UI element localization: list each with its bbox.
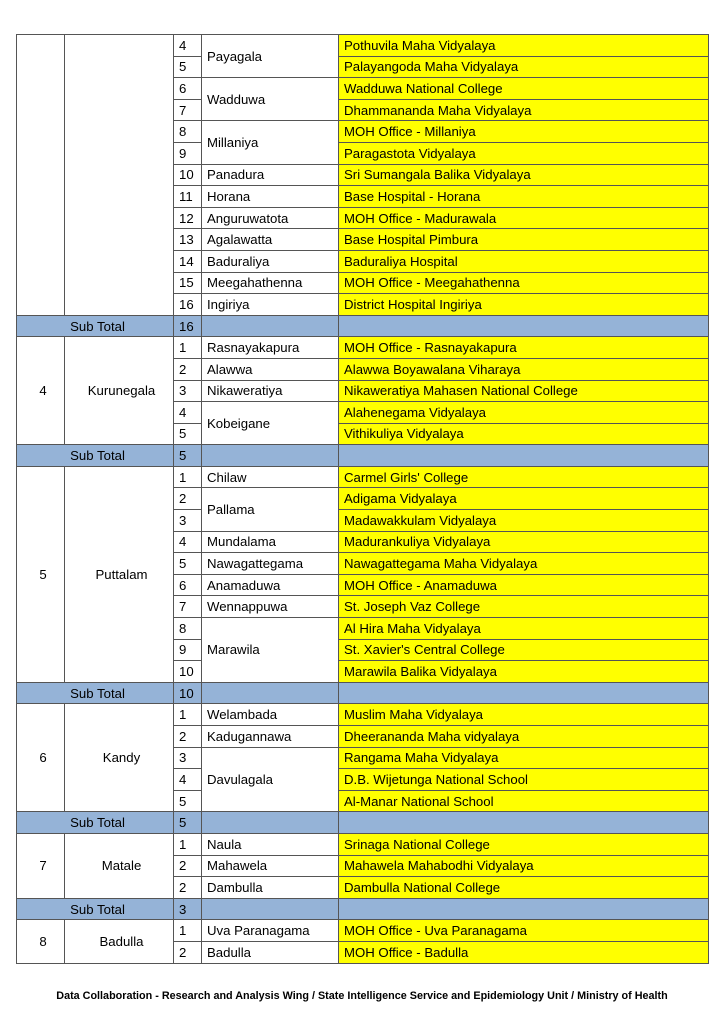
district-cell: Badulla (65, 920, 174, 963)
subtotal-empty (339, 812, 709, 834)
table-row (17, 466, 709, 488)
row-number: 5 (174, 553, 202, 575)
page-footer: Data Collaboration - Research and Analysis Wing / State Intelligence Service and Epidemiology Unit / Ministry of Health (56, 990, 668, 1002)
subtotal-label: Sub Total (17, 898, 174, 920)
district-cell: Matale (65, 833, 174, 898)
subtotal-value: 16 (174, 315, 202, 337)
row-number: 6 (174, 574, 202, 596)
subtotal-row (17, 812, 709, 834)
site-cell: Al Hira Maha Vidyalaya (339, 618, 709, 640)
table-row (17, 833, 709, 855)
moh-area-cell: Nikaweratiya (202, 380, 339, 402)
row-number: 3 (174, 380, 202, 402)
moh-area-cell: Wennappuwa (202, 596, 339, 618)
moh-area-cell: Marawila (202, 618, 339, 683)
subtotal-empty (339, 315, 709, 337)
site-cell: Wadduwa National College (339, 78, 709, 100)
subtotal-value: 5 (174, 812, 202, 834)
site-cell: Madurankuliya Vidyalaya (339, 531, 709, 553)
subtotal-label: Sub Total (17, 315, 174, 337)
moh-area-cell: Baduraliya (202, 250, 339, 272)
row-number: 7 (174, 596, 202, 618)
moh-area-cell: Rasnayakapura (202, 337, 339, 359)
row-number: 5 (174, 56, 202, 78)
district-cell (65, 35, 174, 316)
moh-area-cell: Chilaw (202, 466, 339, 488)
serial-cell: 4 (17, 337, 65, 445)
subtotal-empty (202, 445, 339, 467)
moh-area-cell: Pallama (202, 488, 339, 531)
site-cell: MOH Office - Millaniya (339, 121, 709, 143)
row-number: 7 (174, 99, 202, 121)
site-cell: Paragastota Vidyalaya (339, 142, 709, 164)
row-number: 8 (174, 121, 202, 143)
site-cell: Dhammananda Maha Vidyalaya (339, 99, 709, 121)
site-cell: Al-Manar National School (339, 790, 709, 812)
row-number: 14 (174, 250, 202, 272)
district-cell: Kurunegala (65, 337, 174, 445)
row-number: 5 (174, 423, 202, 445)
moh-area-cell: Naula (202, 833, 339, 855)
moh-area-cell: Alawwa (202, 358, 339, 380)
subtotal-empty (202, 898, 339, 920)
site-cell: Dambulla National College (339, 877, 709, 899)
moh-area-cell: Welambada (202, 704, 339, 726)
moh-area-cell: Payagala (202, 35, 339, 78)
serial-cell (17, 35, 65, 316)
subtotal-label: Sub Total (17, 445, 174, 467)
district-cell: Puttalam (65, 466, 174, 682)
site-cell: Sri Sumangala Balika Vidyalaya (339, 164, 709, 186)
site-cell: Nikaweratiya Mahasen National College (339, 380, 709, 402)
site-cell: MOH Office - Madurawala (339, 207, 709, 229)
row-number: 2 (174, 941, 202, 963)
row-number: 4 (174, 402, 202, 424)
row-number: 1 (174, 920, 202, 942)
site-cell: MOH Office - Anamaduwa (339, 574, 709, 596)
row-number: 12 (174, 207, 202, 229)
moh-area-cell: Davulagala (202, 747, 339, 812)
row-number: 4 (174, 531, 202, 553)
site-cell: Rangama Maha Vidyalaya (339, 747, 709, 769)
row-number: 15 (174, 272, 202, 294)
site-cell: Base Hospital - Horana (339, 186, 709, 208)
site-cell: Base Hospital Pimbura (339, 229, 709, 251)
row-number: 1 (174, 704, 202, 726)
moh-area-cell: Nawagattegama (202, 553, 339, 575)
moh-area-cell: Uva Paranagama (202, 920, 339, 942)
site-cell: District Hospital Ingiriya (339, 294, 709, 316)
moh-area-cell: Dambulla (202, 877, 339, 899)
site-cell: Muslim Maha Vidyalaya (339, 704, 709, 726)
site-cell: Carmel Girls' College (339, 466, 709, 488)
site-cell: Marawila Balika Vidyalaya (339, 661, 709, 683)
site-cell: Baduraliya Hospital (339, 250, 709, 272)
row-number: 16 (174, 294, 202, 316)
site-cell: MOH Office - Rasnayakapura (339, 337, 709, 359)
moh-area-cell: Horana (202, 186, 339, 208)
row-number: 9 (174, 639, 202, 661)
serial-cell: 7 (17, 833, 65, 898)
subtotal-value: 5 (174, 445, 202, 467)
row-number: 1 (174, 337, 202, 359)
site-cell: Mahawela Mahabodhi Vidyalaya (339, 855, 709, 877)
site-cell: Adigama Vidyalaya (339, 488, 709, 510)
row-number: 10 (174, 661, 202, 683)
table-row (17, 337, 709, 359)
row-number: 2 (174, 358, 202, 380)
table-row (17, 35, 709, 57)
site-cell: Nawagattegama Maha Vidyalaya (339, 553, 709, 575)
serial-cell: 8 (17, 920, 65, 963)
site-cell: Vithikuliya Vidyalaya (339, 423, 709, 445)
row-number: 13 (174, 229, 202, 251)
subtotal-label: Sub Total (17, 812, 174, 834)
moh-area-cell: Mahawela (202, 855, 339, 877)
table-row (17, 920, 709, 942)
row-number: 2 (174, 877, 202, 899)
row-number: 11 (174, 186, 202, 208)
serial-cell: 5 (17, 466, 65, 682)
site-cell: St. Joseph Vaz College (339, 596, 709, 618)
moh-area-cell: Mundalama (202, 531, 339, 553)
district-cell: Kandy (65, 704, 174, 812)
row-number: 3 (174, 510, 202, 532)
row-number: 1 (174, 833, 202, 855)
moh-area-cell: Millaniya (202, 121, 339, 164)
site-cell: MOH Office - Badulla (339, 941, 709, 963)
locations-table (16, 34, 709, 964)
subtotal-row (17, 445, 709, 467)
subtotal-label: Sub Total (17, 682, 174, 704)
site-cell: St. Xavier's Central College (339, 639, 709, 661)
subtotal-value: 10 (174, 682, 202, 704)
moh-area-cell: Anguruwatota (202, 207, 339, 229)
subtotal-row (17, 682, 709, 704)
subtotal-row (17, 898, 709, 920)
row-number: 2 (174, 726, 202, 748)
moh-area-cell: Meegahathenna (202, 272, 339, 294)
subtotal-empty (202, 315, 339, 337)
row-number: 2 (174, 855, 202, 877)
site-cell: Srinaga National College (339, 833, 709, 855)
site-cell: Alawwa Boyawalana Viharaya (339, 358, 709, 380)
moh-area-cell: Anamaduwa (202, 574, 339, 596)
row-number: 9 (174, 142, 202, 164)
row-number: 4 (174, 769, 202, 791)
site-cell: MOH Office - Meegahathenna (339, 272, 709, 294)
site-cell: Pothuvila Maha Vidyalaya (339, 35, 709, 57)
subtotal-value: 3 (174, 898, 202, 920)
row-number: 4 (174, 35, 202, 57)
site-cell: Alahenegama Vidyalaya (339, 402, 709, 424)
moh-area-cell: Badulla (202, 941, 339, 963)
subtotal-empty (202, 682, 339, 704)
moh-area-cell: Wadduwa (202, 78, 339, 121)
site-cell: Palayangoda Maha Vidyalaya (339, 56, 709, 78)
row-number: 3 (174, 747, 202, 769)
row-number: 5 (174, 790, 202, 812)
moh-area-cell: Kobeigane (202, 402, 339, 445)
site-cell: D.B. Wijetunga National School (339, 769, 709, 791)
row-number: 8 (174, 618, 202, 640)
row-number: 2 (174, 488, 202, 510)
site-cell: MOH Office - Uva Paranagama (339, 920, 709, 942)
row-number: 1 (174, 466, 202, 488)
moh-area-cell: Kadugannawa (202, 726, 339, 748)
moh-area-cell: Panadura (202, 164, 339, 186)
subtotal-empty (339, 898, 709, 920)
row-number: 10 (174, 164, 202, 186)
subtotal-empty (202, 812, 339, 834)
site-cell: Dheerananda Maha vidyalaya (339, 726, 709, 748)
subtotal-empty (339, 445, 709, 467)
moh-area-cell: Agalawatta (202, 229, 339, 251)
row-number: 6 (174, 78, 202, 100)
moh-area-cell: Ingiriya (202, 294, 339, 316)
serial-cell: 6 (17, 704, 65, 812)
table-row (17, 704, 709, 726)
site-cell: Madawakkulam Vidyalaya (339, 510, 709, 532)
subtotal-row (17, 315, 709, 337)
subtotal-empty (339, 682, 709, 704)
